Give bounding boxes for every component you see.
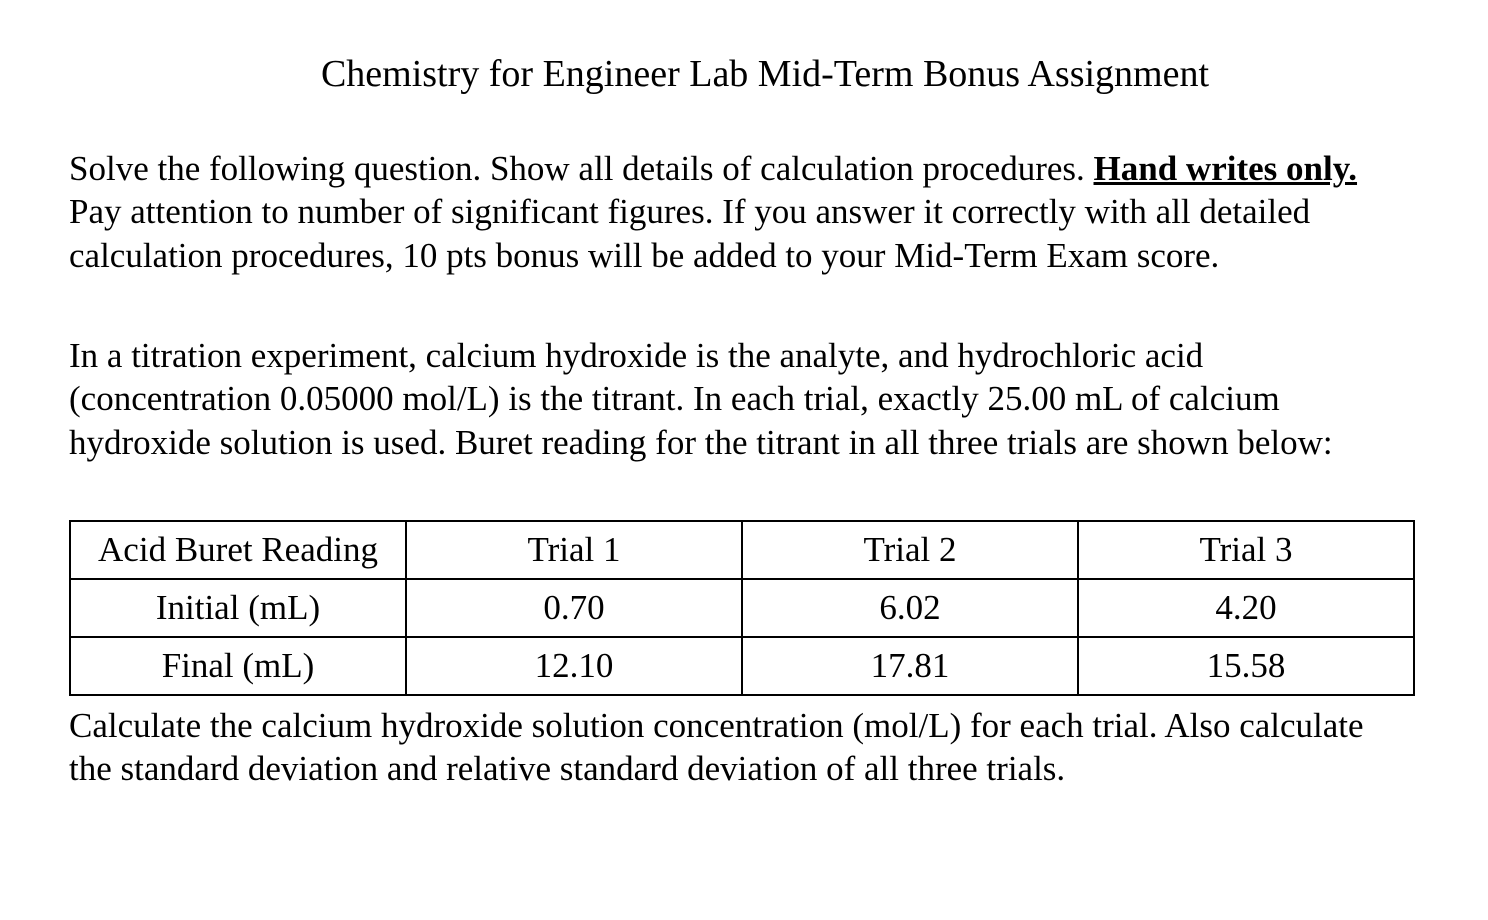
header-cell-trial-1: Trial 1	[406, 521, 742, 579]
document-title: Chemistry for Engineer Lab Mid-Term Bonus Assignment	[320, 53, 1210, 95]
table-row-final	[70, 637, 1414, 695]
question-paragraph: Calculate the calcium hydroxide solution concentration (mol/L) for each trial. Also calculate the standard deviation and relative standard deviation of all three trials.	[69, 706, 1364, 789]
cell-initial-trial-1: 0.70	[406, 579, 742, 637]
cell-initial-trial-3: 4.20	[1078, 579, 1414, 637]
cell-initial-trial-2: 6.02	[742, 579, 1078, 637]
header-cell-trial-3: Trial 3	[1078, 521, 1414, 579]
buret-reading-table	[69, 520, 1415, 696]
problem-paragraph: In a titration experiment, calcium hydroxide is the analyte, and hydrochloric acid (concentration 0.05000 mol/L) is the titrant. In each trial, exactly 25.00 mL of calcium hydroxide solution is used. Buret reading for the titrant in all three trials are shown below:	[69, 336, 1333, 462]
header-cell-reading: Acid Buret Reading	[70, 521, 406, 579]
cell-final-trial-2: 17.81	[742, 637, 1078, 695]
table-row-initial	[70, 579, 1414, 637]
table-header-row	[70, 521, 1414, 579]
instructions-text-part2: Pay attention to number of significant figures. If you answer it correctly with all detailed calculation procedures, 10 pts bonus will be added to your Mid-Term Exam score.	[69, 192, 1311, 275]
instructions-text-part1: Solve the following question. Show all details of calculation procedures.	[69, 149, 1094, 188]
instructions-paragraph	[69, 147, 1389, 277]
row-label-initial: Initial (mL)	[70, 579, 406, 637]
header-cell-trial-2: Trial 2	[742, 521, 1078, 579]
cell-final-trial-3: 15.58	[1078, 637, 1414, 695]
row-label-final: Final (mL)	[70, 637, 406, 695]
cell-final-trial-1: 12.10	[406, 637, 742, 695]
instructions-emphasis: Hand writes only.	[1093, 149, 1358, 188]
